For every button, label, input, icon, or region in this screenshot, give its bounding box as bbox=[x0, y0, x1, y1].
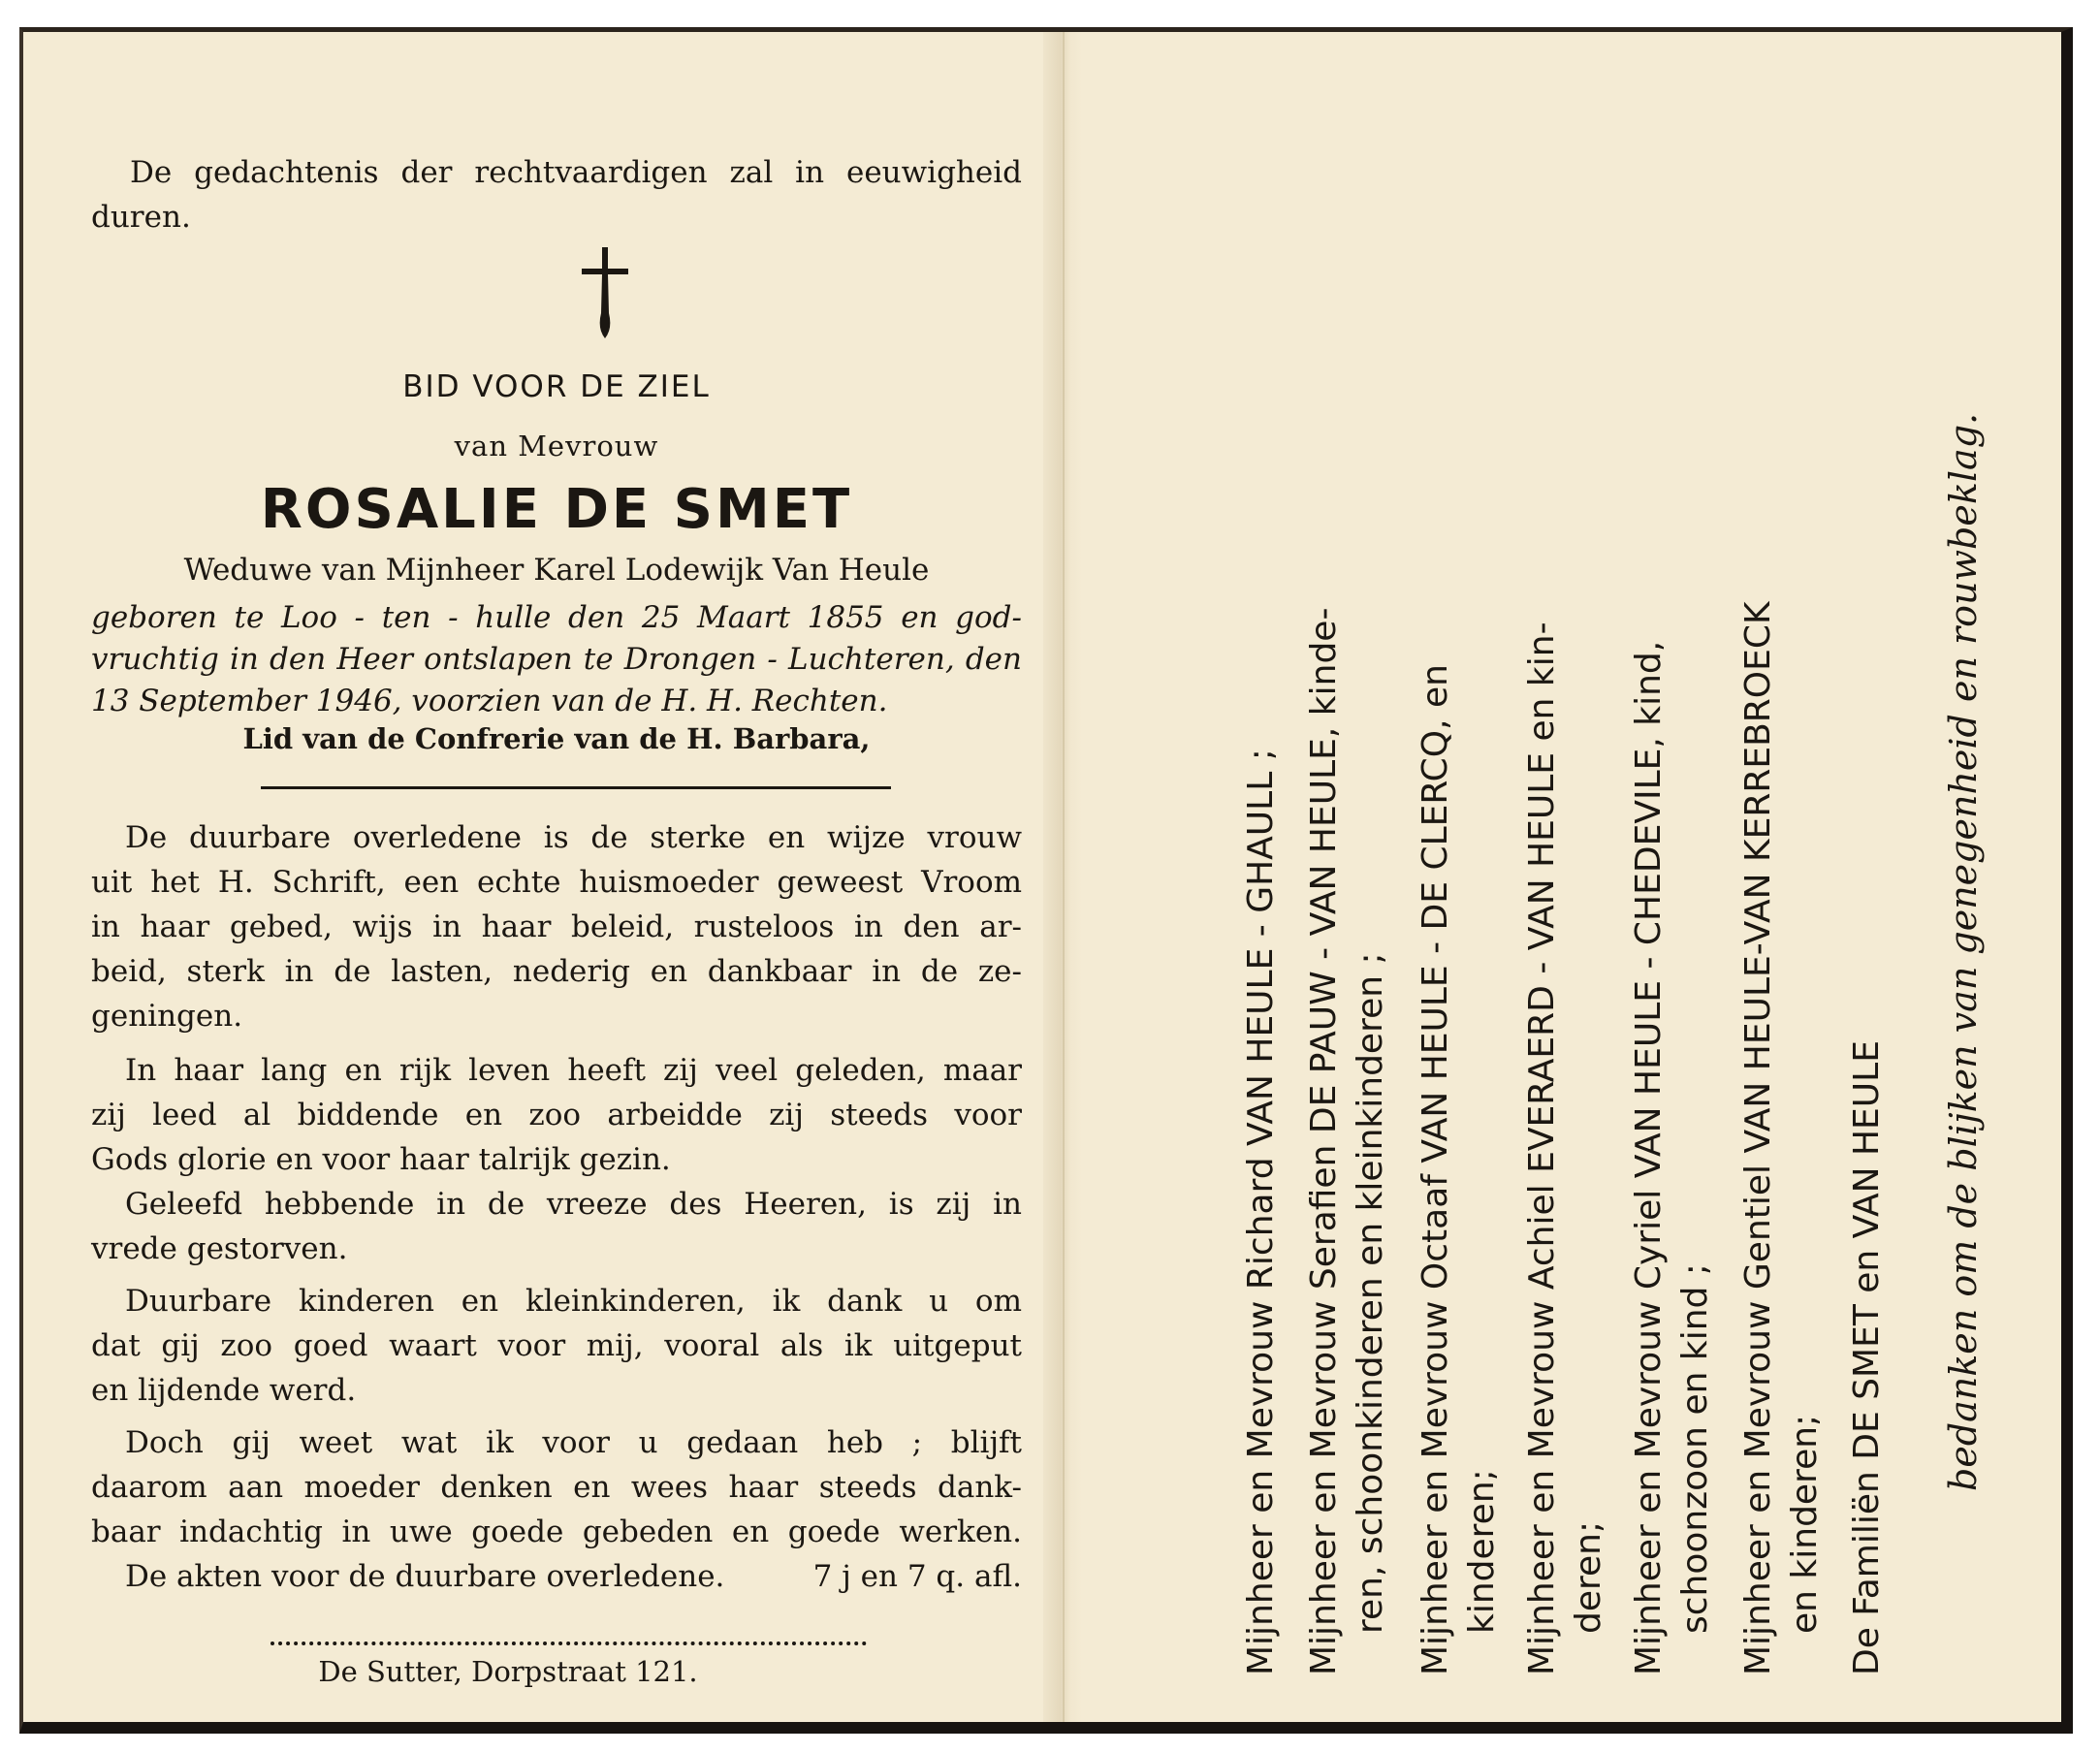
family-line-3: ren, schoonkinderen en kleinkinderen ; bbox=[1351, 952, 1390, 1634]
right-panel bbox=[1082, 32, 2061, 1722]
family-line-4: Mijnheer en Mevrouw Octaaf VAN HEULE - DE CLERCQ, en bbox=[1416, 664, 1455, 1675]
para4-line-3: en lijdende werd. bbox=[91, 1373, 357, 1408]
para1-line-5: geningen. bbox=[91, 999, 243, 1034]
printer-line: De Sutter, Dorpstraat 121. bbox=[318, 1655, 698, 1688]
para4-line-1: Duurbare kinderen en kleinkinderen, ik dank u om bbox=[125, 1284, 1022, 1319]
dotted-rule bbox=[270, 1641, 867, 1645]
para1-line-1: De duurbare overledene is de sterke en wijze vrouw bbox=[125, 820, 1022, 855]
family-line-12: De Familiën DE SMET en VAN HEULE bbox=[1847, 1040, 1887, 1675]
memorial-card bbox=[19, 27, 2073, 1734]
family-line-2: Mijnheer en Mevrouw Serafien DE PAUW - VAN HEULE, kinde- bbox=[1304, 607, 1344, 1675]
family-line-6: Mijnheer en Mevrouw Achiel EVERAERD - VAN HEULE en kin- bbox=[1522, 622, 1562, 1675]
para2-line-2: zij leed al biddende en zoo arbeidde zij steeds voor bbox=[91, 1098, 1022, 1132]
left-panel bbox=[91, 32, 1022, 1722]
akten-count: 7 j en 7 q. afl. bbox=[812, 1559, 1022, 1594]
para1-line-2: uit het H. Schrift, een echte huismoeder geweest Vroom bbox=[91, 865, 1022, 900]
fold-crease bbox=[1063, 32, 1065, 1722]
prayer-heading: BID VOOR DE ZIEL bbox=[402, 369, 711, 404]
deceased-name: ROSALIE DE SMET bbox=[260, 478, 853, 541]
family-line-10: Mijnheer en Mevrouw Gentiel VAN HEULE-VAN KERREBROECK bbox=[1738, 601, 1778, 1675]
family-line-1: Mijnheer en Mevrouw Richard VAN HEULE - GHAULL ; bbox=[1241, 749, 1281, 1675]
epigraph-line-2: duren. bbox=[91, 200, 191, 235]
para3-line-1: Geleefd hebbende in de vreeze des Heeren, is zij in bbox=[125, 1187, 1022, 1222]
separator-rule bbox=[261, 786, 891, 789]
para5-line-3: baar indachtig in uwe goede gebeden en goede werken. bbox=[91, 1514, 1022, 1549]
cross-icon bbox=[576, 245, 634, 342]
para5-line-2: daarom aan moeder denken en wees haar steeds dank- bbox=[91, 1470, 1022, 1505]
birth-line-2: vruchtig in den Heer ontslapen te Drongen - Luchteren, den bbox=[91, 642, 1022, 677]
para1-line-3: in haar gebed, wijs in haar beleid, rusteloos in den ar- bbox=[91, 909, 1022, 944]
widow-line: Weduwe van Mijnheer Karel Lodewijk Van Heule bbox=[183, 553, 930, 588]
family-line-5: kinderen; bbox=[1462, 1469, 1502, 1634]
para2-line-3: Gods glorie en voor haar talrijk gezin. bbox=[91, 1142, 671, 1177]
birth-line-1: geboren te Loo - ten - hulle den 25 Maart 1855 en god- bbox=[91, 600, 1022, 635]
van-mevrouw: van Mevrouw bbox=[454, 430, 659, 462]
para1-line-4: beid, sterk in de lasten, nederig en dankbaar in de ze- bbox=[91, 954, 1022, 989]
family-line-7: deren; bbox=[1569, 1520, 1608, 1634]
birth-line-3: 13 September 1946, voorzien van de H. H. Rechten. bbox=[91, 684, 888, 718]
closing-line: bedanken om de blijken van genegenheid en rouwbeklag. bbox=[1942, 412, 1985, 1491]
para3-line-2: vrede gestorven. bbox=[91, 1231, 348, 1266]
family-line-11: en kinderen; bbox=[1785, 1414, 1825, 1634]
akten-line: De akten voor de duurbare overledene. bbox=[125, 1559, 725, 1594]
para5-line-1: Doch gij weet wat ik voor u gedaan heb ; blijft bbox=[125, 1425, 1022, 1460]
para4-line-2: dat gij zoo goed waart voor mij, vooral als ik uitgeput bbox=[91, 1328, 1022, 1363]
confraternity-line: Lid van de Confrerie van de H. Barbara, bbox=[242, 722, 871, 755]
family-line-9: schoonzoon en kind ; bbox=[1675, 1263, 1715, 1634]
family-line-8: Mijnheer en Mevrouw Cyriel VAN HEULE - CHEDEVILE, kind, bbox=[1629, 640, 1669, 1675]
para2-line-1: In haar lang en rijk leven heeft zij veel geleden, maar bbox=[125, 1053, 1022, 1088]
epigraph-line-1: De gedachtenis der rechtvaardigen zal in eeuwigheid bbox=[130, 155, 1022, 190]
